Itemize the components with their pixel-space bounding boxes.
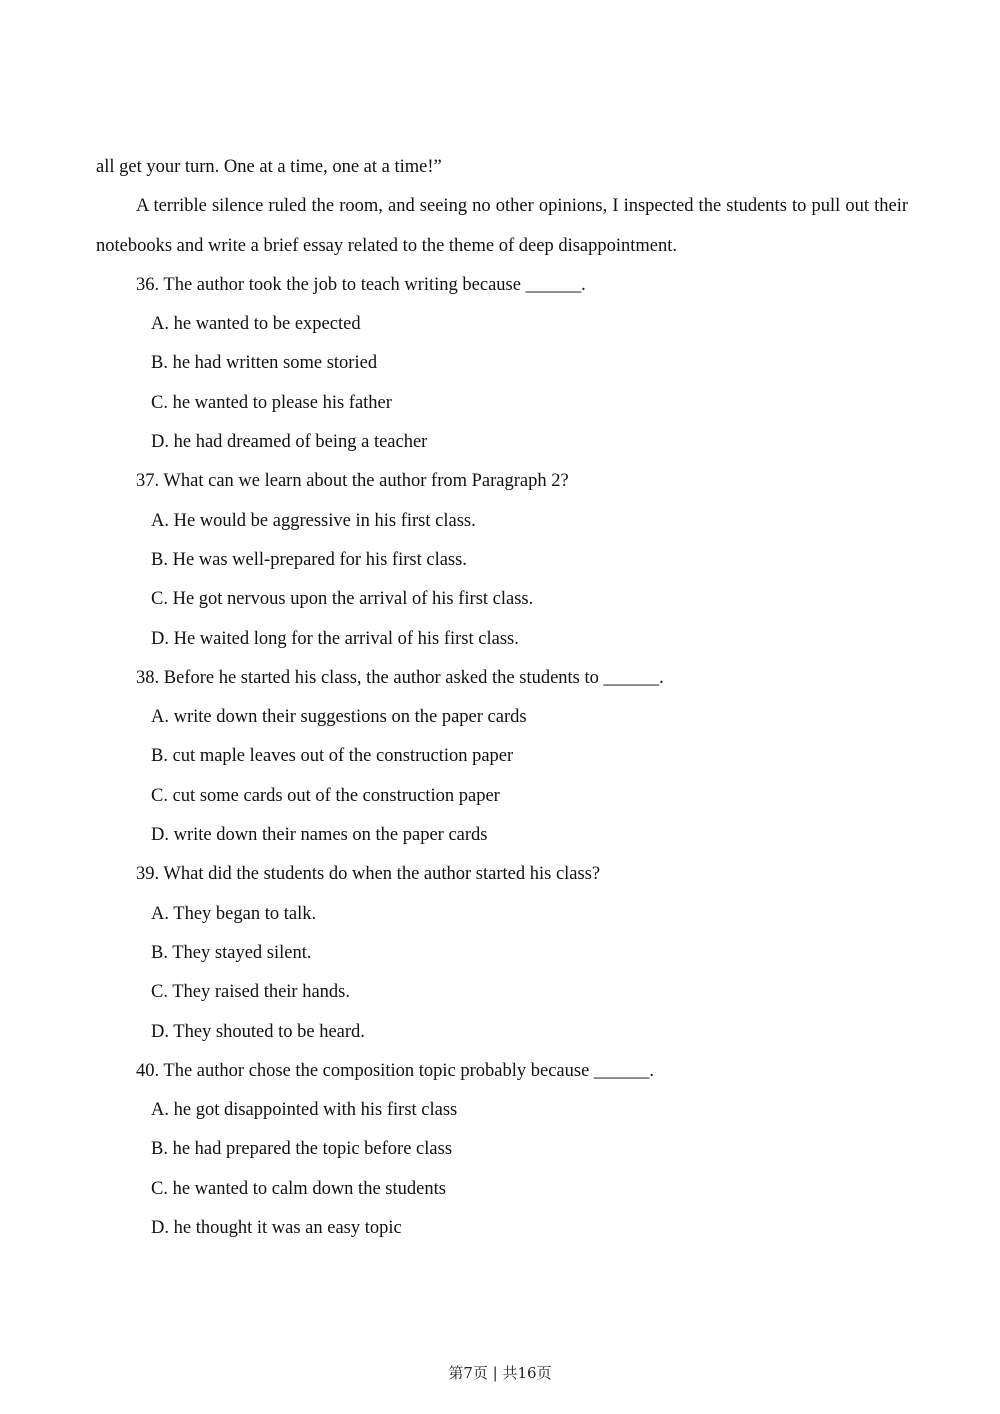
option-d: D. write down their names on the paper cards bbox=[151, 825, 488, 846]
question-38 bbox=[96, 659, 908, 855]
option-c: C. cut some cards out of the construction paper bbox=[151, 785, 500, 806]
question-stem: 38. Before he started his class, the author asked the students to ______. bbox=[136, 667, 664, 688]
option-c: C. he wanted to calm down the students bbox=[151, 1178, 446, 1199]
question-37 bbox=[96, 462, 908, 658]
question-40 bbox=[96, 1052, 908, 1248]
option-a: A. They began to talk. bbox=[151, 903, 317, 924]
option-c: C. He got nervous upon the arrival of his first class. bbox=[151, 589, 534, 610]
question-stem: 36. The author took the job to teach writing because ______. bbox=[136, 274, 586, 295]
option-a: A. he got disappointed with his first class bbox=[151, 1100, 458, 1121]
question-stem: 40. The author chose the composition topic probably because ______. bbox=[136, 1060, 655, 1081]
option-a: A. He would be aggressive in his first class. bbox=[151, 510, 476, 531]
option-c: C. They raised their hands. bbox=[151, 982, 351, 1003]
option-c: C. he wanted to please his father bbox=[151, 392, 392, 413]
question-stem: 37. What can we learn about the author from Paragraph 2? bbox=[136, 471, 569, 492]
page-footer: 第7页 | 共16页 bbox=[448, 1364, 552, 1382]
question-stem: 39. What did the students do when the author started his class? bbox=[136, 864, 601, 885]
passage-paragraph: A terrible silence ruled the room, and seeing no other opinions, I inspected the students to pull out their notebooks and write a brief essay related to the theme of deep disappointment. bbox=[96, 196, 908, 256]
page-content bbox=[96, 148, 908, 1248]
passage-continuation: all get your turn. One at a time, one at a time!” bbox=[96, 157, 442, 177]
option-b: B. cut maple leaves out of the construction paper bbox=[151, 746, 514, 767]
question-39 bbox=[96, 855, 908, 1051]
option-a: A. write down their suggestions on the paper cards bbox=[151, 707, 527, 728]
option-d: D. They shouted to be heard. bbox=[151, 1021, 365, 1042]
option-d: D. he had dreamed of being a teacher bbox=[151, 432, 428, 453]
option-b: B. he had prepared the topic before class bbox=[151, 1139, 453, 1160]
option-a: A. he wanted to be expected bbox=[151, 314, 361, 335]
option-d: D. He waited long for the arrival of his first class. bbox=[151, 628, 519, 649]
option-b: B. They stayed silent. bbox=[151, 942, 312, 963]
option-b: B. he had written some storied bbox=[151, 353, 378, 374]
option-d: D. he thought it was an easy topic bbox=[151, 1218, 402, 1239]
question-36 bbox=[96, 266, 908, 462]
option-b: B. He was well-prepared for his first class. bbox=[151, 549, 467, 570]
